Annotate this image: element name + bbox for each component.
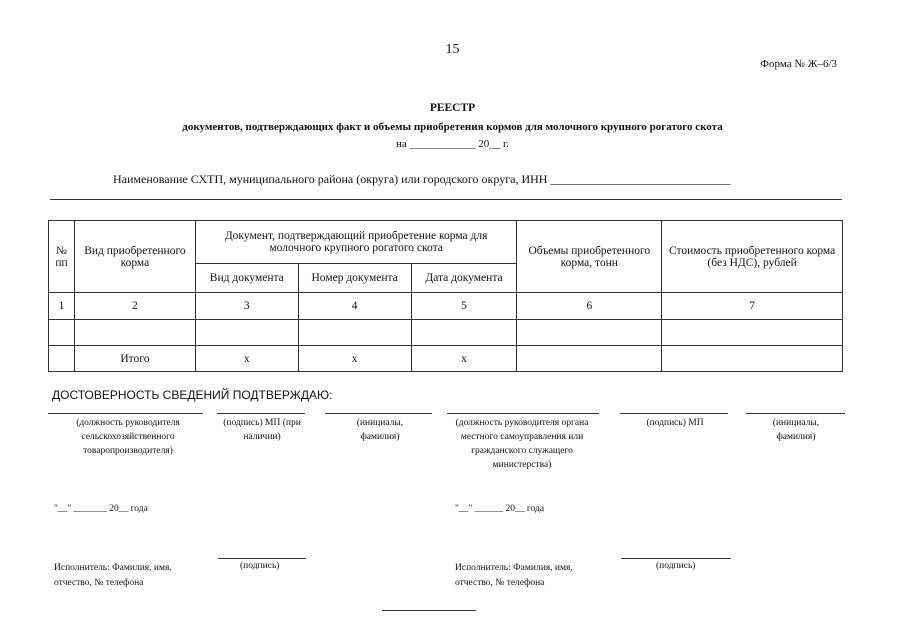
signature-line (447, 413, 599, 414)
left-date-line: "__" _______ 20__ года (54, 504, 148, 514)
total-doc-type: x (195, 346, 298, 372)
column-numbers-row (49, 293, 843, 320)
column-number: 3 (195, 293, 298, 320)
form-number: Форма № Ж–6/3 (760, 58, 837, 70)
right-executor-signature: (подпись) (656, 561, 696, 571)
signature-line (620, 413, 728, 414)
header-volume: Объемы приобретенного корма, тонн (517, 221, 662, 293)
table-cell (517, 346, 662, 372)
column-number: 1 (49, 293, 75, 320)
header-document-date: Дата документа (411, 264, 517, 293)
signature-line (746, 413, 845, 414)
confirmation-heading: ДОСТОВЕРНОСТЬ СВЕДЕНИЙ ПОДТВЕРЖДАЮ: (52, 388, 333, 402)
right-position-caption: (должность руководителя органа местного самоуправления или гражданского служащего министерства) (455, 418, 589, 470)
table-cell (662, 320, 843, 346)
table-cell (74, 320, 195, 346)
total-label: Итого (74, 346, 195, 372)
column-number: 2 (74, 293, 195, 320)
right-executor: Исполнитель: Фамилия, имя, отчество, № телефона (455, 563, 573, 588)
header-document-number: Номер документа (298, 264, 411, 293)
column-number: 6 (517, 293, 662, 320)
table-row-empty (49, 320, 843, 346)
column-number: 5 (411, 293, 517, 320)
right-signature-caption: (подпись) МП (646, 418, 704, 428)
column-number: 7 (662, 293, 843, 320)
right-initials-caption: (инициалы, фамилия) (772, 418, 820, 442)
total-row (49, 346, 843, 372)
left-position-caption: (должность руководителя сельскохозяйственного товаропроизводителя) (76, 418, 180, 456)
total-doc-number: x (298, 346, 411, 372)
table-cell (662, 346, 843, 372)
document-subtitle: документов, подтверждающих факт и объемы приобретения кормов для молочного крупного рогатого скота (182, 121, 723, 133)
header-feed-type: Вид приобретенного корма (74, 221, 195, 293)
left-executor-signature: (подпись) (240, 561, 280, 571)
table-cell (49, 320, 75, 346)
report-date-line: на ____________ 20__ г. (395, 138, 510, 150)
right-date-line: "__" ______ 20__ года (455, 504, 545, 514)
divider-line (50, 199, 842, 200)
signature-line (621, 558, 731, 559)
left-signature-caption: (подпись) МП (при наличии) (223, 418, 301, 442)
header-document-type: Вид документа (195, 264, 298, 293)
signature-line (325, 413, 432, 414)
header-cost: Стоимость приобретенного корма (без НДС), рублей (662, 221, 843, 293)
header-number: № пп (49, 221, 75, 293)
table-cell (49, 346, 75, 372)
header-document-group: Документ, подтверждающий приобретение корма для молочного крупного рогатого скота (195, 221, 517, 264)
table-cell (298, 320, 411, 346)
table-cell (195, 320, 298, 346)
table-cell (517, 320, 662, 346)
left-executor: Исполнитель: Фамилия, имя, отчество, № телефона (54, 563, 172, 588)
table-cell (411, 320, 517, 346)
registry-table (48, 220, 843, 372)
total-doc-date: x (411, 346, 517, 372)
signature-line (48, 413, 203, 414)
document-title: РЕЕСТР (429, 102, 476, 114)
left-initials-caption: (инициалы, фамилия) (356, 418, 404, 442)
column-number: 4 (298, 293, 411, 320)
footer-line (382, 610, 476, 611)
organization-name-line: Наименование СХТП, муниципального района (округа) или городского округа, ИНН ______________________________ (113, 172, 731, 186)
signature-line (218, 558, 306, 559)
page-number: 15 (445, 42, 460, 57)
signature-line (217, 413, 305, 414)
